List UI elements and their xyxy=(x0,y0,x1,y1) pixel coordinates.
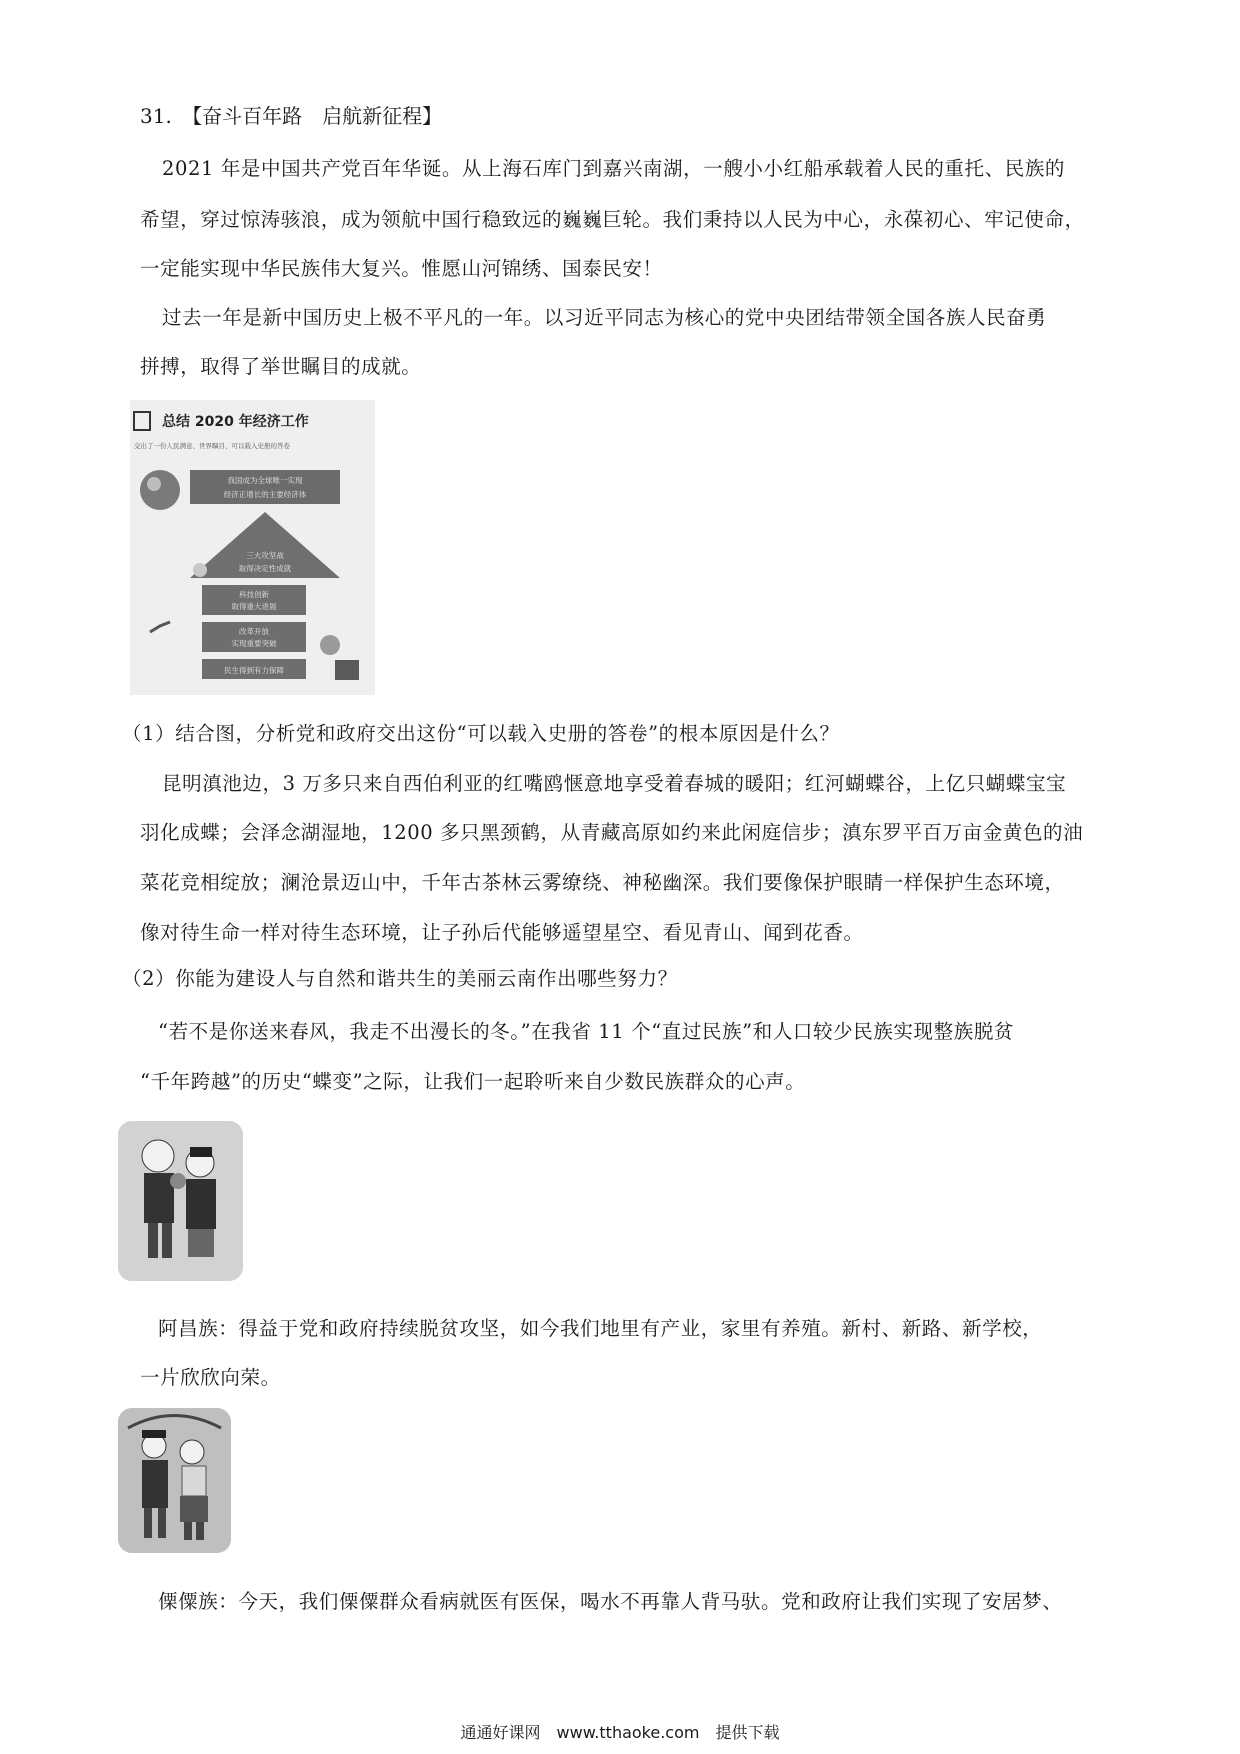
question-1: （1）结合图，分析党和政府交出这份“可以载入史册的答卷”的根本原因是什么？ xyxy=(122,722,840,745)
svg-text:实现重要突破: 实现重要突破 xyxy=(231,639,277,648)
svg-text:经济正增长的主要经济体: 经济正增长的主要经济体 xyxy=(223,490,307,499)
ecology-line-3: 菜花竞相绽放；澜沧景迈山中，千年古茶林云雾缭绕、神秘幽深。我们要像保护眼睛一样保护生态环境， xyxy=(140,871,1065,894)
svg-text:三大攻坚战: 三大攻坚战 xyxy=(246,551,284,560)
svg-text:民生得到有力保障: 民生得到有力保障 xyxy=(224,666,284,675)
intro-line-4: 过去一年是新中国历史上极不平凡的一年。以习近平同志为核心的党中央团结带领全国各族人民奋勇 xyxy=(162,306,1047,329)
question-number: 31. xyxy=(140,104,172,128)
achang-illustration xyxy=(118,1121,243,1281)
question-title: 【奋斗百年路 启航新征程】 xyxy=(182,104,443,128)
shield-icon xyxy=(320,635,340,655)
fig-title: 总结 2020 年经济工作 xyxy=(162,414,309,430)
economy-infographic xyxy=(130,400,375,695)
question-2: （2）你能为建设人与自然和谐共生的美丽云南作出哪些努力？ xyxy=(122,967,678,990)
intro-line-5: 拼搏，取得了举世瞩目的成就。 xyxy=(140,355,422,378)
svg-text:取得决定性成就: 取得决定性成就 xyxy=(238,564,292,573)
achang-line-2: 一片欣欣向荣。 xyxy=(140,1366,281,1389)
globe-icon xyxy=(140,470,180,510)
intro-line-1: 2021 年是中国共产党百年华诞。从上海石库门到嘉兴南湖，一艘小小红船承载着人民的重托、民族的 xyxy=(162,157,1066,180)
ecology-line-1: 昆明滇池边，3 万多只来自西伯利亚的红嘴鸥惬意地享受着春城的暖阳；红河蝴蝶谷，上亿只蝴蝶宝宝 xyxy=(162,772,1067,795)
ecology-line-4: 像对待生命一样对待生态环境，让子孙后代能够遥望星空、看见青山、闻到花香。 xyxy=(140,921,864,944)
page-footer: 通通好课网 www.tthaoke.com 提供下载 xyxy=(460,1723,780,1742)
svg-text:改革开放: 改革开放 xyxy=(239,627,269,636)
lisu-illustration xyxy=(118,1408,231,1553)
svg-text:取得重大进展: 取得重大进展 xyxy=(231,602,277,611)
achang-line-1: 阿昌族：得益于党和政府持续脱贫攻坚，如今我们地里有产业，家里有养殖。新村、新路、新学校， xyxy=(158,1317,1043,1340)
voices-line-1: “若不是你送来春风，我走不出漫长的冬。”在我省 11 个“直过民族”和人口较少民族实现整族脱贫 xyxy=(158,1020,1015,1043)
fig-subtitle: 交出了一份人民满意、世界瞩目、可以载入史册的答卷 xyxy=(134,442,290,450)
question-header xyxy=(140,104,442,128)
intro-line-2: 希望，穿过惊涛骇浪，成为领航中国行稳致远的巍巍巨轮。我们秉持以人民为中心，永葆初心、牢记使命， xyxy=(140,208,1085,231)
svg-text:我国成为全球唯一实现: 我国成为全球唯一实现 xyxy=(227,476,303,485)
voices-line-2: “千年跨越”的历史“蝶变”之际，让我们一起聆听来自少数民族群众的心声。 xyxy=(140,1070,806,1093)
ecology-line-2: 羽化成蝶；会泽念湖湿地，1200 多只黑颈鹤，从青藏高原如约来此闲庭信步；滇东罗平百万亩金黄色的油 xyxy=(140,821,1084,844)
lisu-line-1: 傈僳族：今天，我们傈僳群众看病就医有医保，喝水不再靠人背马驮。党和政府让我们实现了安居梦、 xyxy=(158,1590,1063,1613)
svg-text:科技创新: 科技创新 xyxy=(239,590,269,599)
intro-line-3: 一定能实现中华民族伟大复兴。惟愿山河锦绣、国泰民安！ xyxy=(140,257,663,280)
